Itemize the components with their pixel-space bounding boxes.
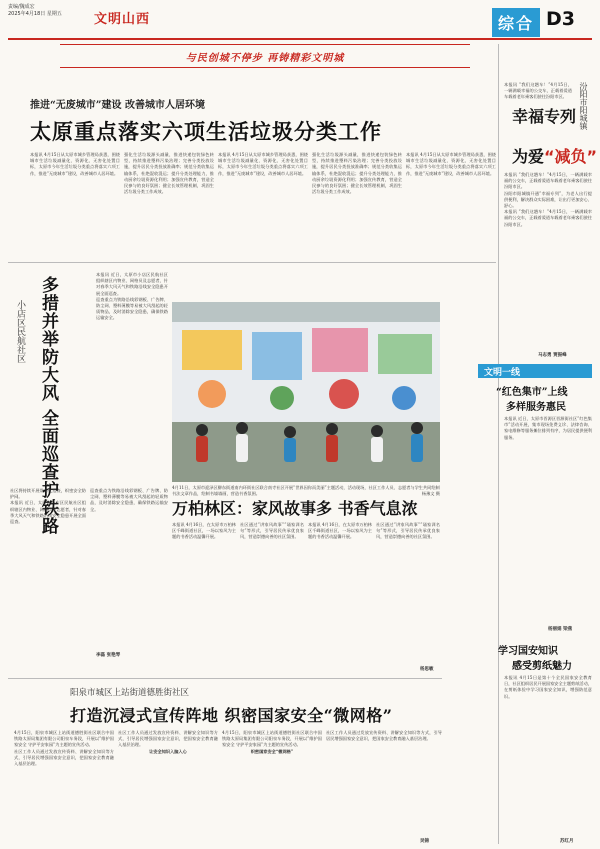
- lead-kicker: 推进“无废城市”建设 改善城市人居环境: [30, 100, 205, 111]
- middle-story-column-4: [376, 522, 440, 672]
- bottom-paragraph: 4月15日，阳泉市城区上站街道德胜街社区联合中国铁路太原局集团有限公司阳泉车务段，开展以“维护国家安全 守护平安家园”为主题的宣传活动。: [14, 730, 114, 748]
- lead-column-4: [312, 152, 402, 252]
- mural-photo: [172, 302, 440, 482]
- bottom-column-2: [118, 730, 218, 840]
- digest-1-byline: 杨丽娟 梁燕: [548, 627, 573, 632]
- bottom-paragraph: 社区工作人员通过发放宣传资料、讲解安全知识等方式，引导居民增强国家安全意识，把国家安全教育融入基层治理。: [14, 748, 114, 767]
- left-story-paragraph: 巡查重点为铁路沿线彩钢板、广告牌、防尘网、塑料薄膜等易被大风刮起的轻质物品，及时消除安全隐患，确保铁路运输安全。: [90, 488, 168, 512]
- digest-2-subtitle: 感受剪纸魅力: [512, 661, 572, 672]
- left-story-paragraph: 巡查重点为铁路沿线彩钢板、广告牌、防尘网、塑料薄膜等易被大风刮起的轻质物品，及时消除安全隐患，确保铁路运输安全。: [96, 296, 168, 321]
- bottom-subhead: 让安全知识入脑入心: [149, 748, 187, 754]
- middle-story-headline: 万柏林区：家风故事多 书香气息浓: [172, 499, 418, 518]
- right-paragraph: 本报讯 “我们这趟车！”4月15日，一辆满载幸福的公交车，正载着爱道车载着老年乘客们驶往汾阳市区。: [504, 82, 572, 100]
- bottom-paragraph: 社区工作人员通过发放宣传资料、讲解安全知识等方式，引导居民增强国家安全意识，把国家安全教育融入基层治理。: [118, 730, 218, 748]
- digest-1-subtitle: 多样服务惠民: [506, 402, 566, 413]
- digest-1-body: [504, 416, 592, 622]
- left-story-column-1: [96, 272, 168, 482]
- right-headline-1: 幸福专列: [512, 107, 577, 126]
- digest-1-paragraph: 本报讯 近日，太原市晋源区晋源街社区“红色集市”活动开展，集市现场免费义诊、法律咨询、家电维修等服务摊位排列有序，为居民提供便利服务。: [504, 416, 592, 440]
- middle-story-byline: 杨思敏: [420, 667, 434, 672]
- bottom-byline: 吴锦: [420, 839, 429, 844]
- bottom-rule: [8, 678, 442, 679]
- page-number: D3: [546, 8, 575, 30]
- section-label: 综合: [492, 8, 540, 37]
- section-rule: [8, 262, 496, 263]
- lead-paragraph: 本报讯 4月15日从太原市城乡管理局获悉，围绕城市生活垃圾减量化、资源化、无害化处置目标，太原市今年生活垃圾分类重点将落实六项工作，推进“无废城市”建设，改善城市人居环境。: [406, 152, 496, 176]
- middle-story-paragraph: 社区通过“讲家风故事”“诵家训名句”等形式，引导居民传承优良家风，营造崇德向善的社区氛围。: [376, 522, 440, 540]
- right-paragraph: 本报讯 “我们这趟车！”4月15日，一辆满载幸福的公交车，正载着爱道车载着老年乘客们驶往汾阳市区。: [504, 209, 592, 227]
- lead-paragraph: 强化生活垃圾源头减量，推进快递包装绿色转型，持续推进塑料污染治理；完善分类投放设施，提升居民分类投放准确率；规范分类收集运输体系，杜绝混收混运；提升分类处理能力，推动厨余垃圾资源化利用；加强宣传教育，营造全民参与的良好氛围；健全长效管理机制，巩固生活垃圾分类工作成效。: [124, 152, 214, 195]
- lead-column-2: [124, 152, 214, 252]
- lead-paragraph: 本报讯 4月15日从太原市城乡管理局获悉，围绕城市生活垃圾减量化、资源化、无害化处置目标，太原市今年生活垃圾分类重点将落实六项工作，推进“无废城市”建设，改善城市人居环境。: [30, 152, 120, 176]
- editor-line: 责编/魏成宏: [8, 4, 35, 10]
- left-story-paragraph: 本报讯 近日，太原市小店区民航社区组织辖区内物业、网格员及志愿者，针对春季大风天气和铁路沿线安全隐患开展全面巡查。: [10, 500, 86, 525]
- masthead-logo: 文明山西: [94, 12, 151, 27]
- middle-story-column-2: [240, 522, 304, 672]
- photo-caption-text: 4月11日，太原市迎泽区柳东街道南内环街社区联合南寺社区开展“世界因你而美丽”主题活动，活动现场，社区工作人员、志愿者与学生共同绘制书法文章作品，绘制书墙墙画，营造书香氛围。: [172, 485, 440, 496]
- right-headline-2: [512, 144, 597, 167]
- bottom-subhead: 织密国家安全“微网格”: [250, 748, 294, 754]
- right-column-label: 汾阳市阳城镇: [579, 82, 588, 130]
- digest-2-byline: 苏红月: [560, 839, 574, 844]
- bottom-kicker: 阳泉市城区上站街道德胜街社区: [70, 688, 190, 698]
- bottom-column-1: [14, 730, 114, 840]
- middle-story-column-3: [308, 522, 372, 672]
- left-story-headline: 多措并举防大风 全面巡查护铁路: [38, 276, 58, 535]
- header-rule: [8, 38, 592, 40]
- digest-2-body: [504, 675, 592, 835]
- middle-story-column-1: [172, 522, 236, 672]
- lead-column-5: [406, 152, 496, 252]
- bottom-paragraph: 社区工作人员通过发放宣传资料、讲解安全知识等方式，引导居民增强国家安全意识，把国家安全教育融入基层治理。: [326, 730, 442, 742]
- right-story-body: [504, 172, 592, 350]
- right-paragraph: 汾阳市阳城镇开通“幸福专列”，为老人出行提供便利，解决群众实际困难，让出行更加安心、舒心。: [504, 190, 592, 209]
- lead-column-3: [218, 152, 308, 252]
- slogan-text: 与民创城不停步 再铸精彩文明城: [185, 52, 345, 64]
- bottom-column-3: [222, 730, 322, 840]
- left-story-paragraph: 社区将持续开展常态化巡查，织密安全防护网。: [10, 488, 86, 500]
- left-story-paragraph: 本报讯 近日，太原市小店区民航社区组织辖区内物业、网格员及志愿者，针对春季大风天气和铁路沿线安全隐患开展全面巡查。: [96, 272, 168, 296]
- right-column-rule: [498, 44, 499, 844]
- right-paragraph: 本报讯 “我们这趟车！”4月15日，一辆满载幸福的公交车，正载着爱道车载着老年乘客们驶往汾阳市区。: [504, 172, 592, 190]
- left-story-column-3: [90, 488, 168, 638]
- right-story-byline: 马志勇 贾振峰: [538, 353, 567, 358]
- lead-column-1: [30, 152, 120, 252]
- date-line: 2025年4月18日 星期五: [8, 11, 62, 17]
- digest-2-title: 学习国安知识: [498, 646, 558, 657]
- slogan-banner: [60, 44, 470, 68]
- left-story-byline: 李磊 张艳琴: [96, 653, 121, 658]
- right-headline-highlight: “减负”: [544, 147, 598, 166]
- mural-illustration: [172, 302, 440, 482]
- right-headline-prefix: 为爱: [512, 147, 545, 166]
- digest-section-bar: 文明一线: [478, 364, 592, 378]
- middle-story-paragraph: 本报讯 4月16日，在太原市万柏林区千峰街道社区，一场以家风为主题的书香活动温馨开展。: [172, 522, 236, 540]
- middle-story-paragraph: 本报讯 4月16日，在太原市万柏林区千峰街道社区，一场以家风为主题的书香活动温馨开展。: [308, 522, 372, 540]
- bottom-column-4: [326, 730, 442, 840]
- digest-1-title: “红色集市”上线: [496, 387, 568, 398]
- lead-headline: 太原重点落实六项生活垃圾分类工作: [30, 120, 382, 144]
- lead-paragraph: 强化生活垃圾源头减量，推进快递包装绿色转型，持续推进塑料污染治理；完善分类投放设施，提升居民分类投放准确率；规范分类收集运输体系，杜绝混收混运；提升分类处理能力，推动厨余垃圾资源化利用；加强宣传教育，营造全民参与的良好氛围；健全长效管理机制，巩固生活垃圾分类工作成效。: [312, 152, 402, 195]
- bottom-paragraph: 4月15日，阳泉市城区上站街道德胜街社区联合中国铁路太原局集团有限公司阳泉车务段，开展以“维护国家安全 守护平安家园”为主题的宣传活动。: [222, 730, 322, 748]
- middle-story-paragraph: 社区通过“讲家风故事”“诵家训名句”等形式，引导居民传承优良家风，营造崇德向善的社区氛围。: [240, 522, 304, 540]
- digest-2-paragraph: 本报讯 4月15日是第十个全民国家安全教育日，社区组织居民开展国家安全主题剪纸活动，在剪纸体验中学习国家安全知识，增强防范意识。: [504, 675, 592, 699]
- photo-credit: 杨豫文 摄: [421, 491, 440, 496]
- left-story-tag: 小店区民航社区: [15, 300, 25, 363]
- lead-paragraph: 本报讯 4月15日从太原市城乡管理局获悉，围绕城市生活垃圾减量化、资源化、无害化处置目标，太原市今年生活垃圾分类重点将落实六项工作，推进“无废城市”建设，改善城市人居环境。: [218, 152, 308, 176]
- bottom-headline: 打造沉浸式宣传阵地 织密国家安全“微网格”: [70, 706, 393, 725]
- left-story-column-2: [10, 488, 86, 638]
- masthead-meta: [8, 4, 62, 18]
